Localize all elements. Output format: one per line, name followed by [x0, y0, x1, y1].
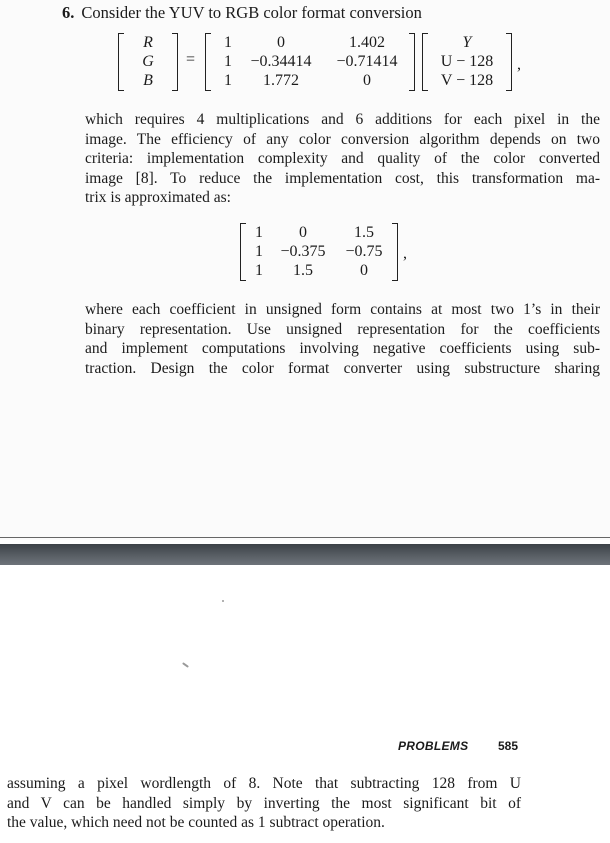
text-line: image [8]. To reduce the implementation cost, this transformation ma-	[85, 169, 600, 187]
rgb-entry: R	[143, 34, 153, 51]
page-divider-line	[0, 537, 610, 538]
yuv-vector	[422, 33, 512, 91]
matrix-cell: 1	[224, 34, 232, 51]
matrix-cell: 1	[255, 243, 263, 260]
scan-speck	[222, 600, 224, 602]
rgb-entry: G	[142, 53, 154, 70]
matrix-cell: 1	[224, 53, 232, 70]
text-line: the value, which need not be counted as 1 subtract operation.	[7, 814, 385, 832]
matrix-cell: 1.5	[293, 262, 313, 279]
text-line: traction. Design the color format converter using substructure sharing	[85, 359, 600, 377]
yuv-entry: U − 128	[440, 53, 494, 70]
text-line: image. The efficiency of any color conversion algorithm depends on two	[85, 130, 600, 148]
matrix-cell: 1	[255, 262, 263, 279]
text-line: which requires 4 multiplications and 6 additions for each pixel in the	[85, 111, 600, 128]
scan-speck	[182, 662, 189, 668]
bracket-left	[205, 33, 211, 91]
problem-number: 6.	[62, 3, 75, 22]
bracket-left	[240, 223, 246, 281]
matrix-cell: −0.75	[345, 243, 383, 260]
text-line: assuming a pixel wordlength of 8. Note that subtracting 128 from U	[7, 775, 521, 792]
equation-comma: ,	[517, 56, 521, 73]
equals-sign: =	[186, 51, 196, 68]
paragraph-2	[85, 300, 600, 378]
matrix-cell: 1.5	[354, 224, 374, 241]
approx-matrix	[240, 223, 398, 281]
yuv-entry: Y	[462, 34, 472, 51]
matrix-cell: −0.34414	[250, 53, 312, 70]
text-line: and implement computations involving negative coefficients using sub-	[85, 340, 600, 358]
text-line: where each coefficient in unsigned form contains at most two 1’s in their	[85, 301, 600, 318]
text-line: trix is approximated as:	[85, 189, 231, 207]
matrix-cell: 1.402	[349, 34, 385, 51]
matrix-cell: 1	[224, 72, 232, 89]
text-line: and V can be handled simply by inverting the most significant bit of	[7, 794, 521, 812]
matrix-cell: 1.772	[263, 72, 299, 89]
running-head: PROBLEMS	[398, 739, 469, 753]
bracket-right	[409, 33, 415, 91]
yuv-entry: V − 128	[440, 72, 494, 89]
matrix-cell: 0	[360, 262, 368, 279]
paragraph-1	[85, 110, 600, 208]
rgb-entry: B	[143, 72, 153, 89]
matrix-cell: 0	[363, 72, 371, 89]
matrix-cell: −0.71414	[336, 53, 398, 70]
matrix-cell: 0	[299, 224, 307, 241]
equation-comma: ,	[403, 245, 407, 262]
problem-heading	[62, 3, 422, 23]
page-number: 585	[498, 739, 519, 753]
page-break-bar	[0, 544, 610, 565]
problem-intro: Consider the YUV to RGB color format conversion	[81, 3, 422, 22]
matrix-cell: 1	[255, 224, 263, 241]
text-line: criteria: implementation complexity and quality of the color converted	[85, 150, 600, 168]
paragraph-3	[7, 774, 521, 833]
matrix-cell: −0.375	[280, 243, 326, 260]
text-line: binary representation. Use unsigned representation for the coefficients	[85, 320, 600, 338]
rgb-vector	[118, 33, 178, 91]
conversion-matrix	[205, 33, 415, 91]
bracket-right	[392, 223, 398, 281]
matrix-cell: 0	[277, 34, 285, 51]
